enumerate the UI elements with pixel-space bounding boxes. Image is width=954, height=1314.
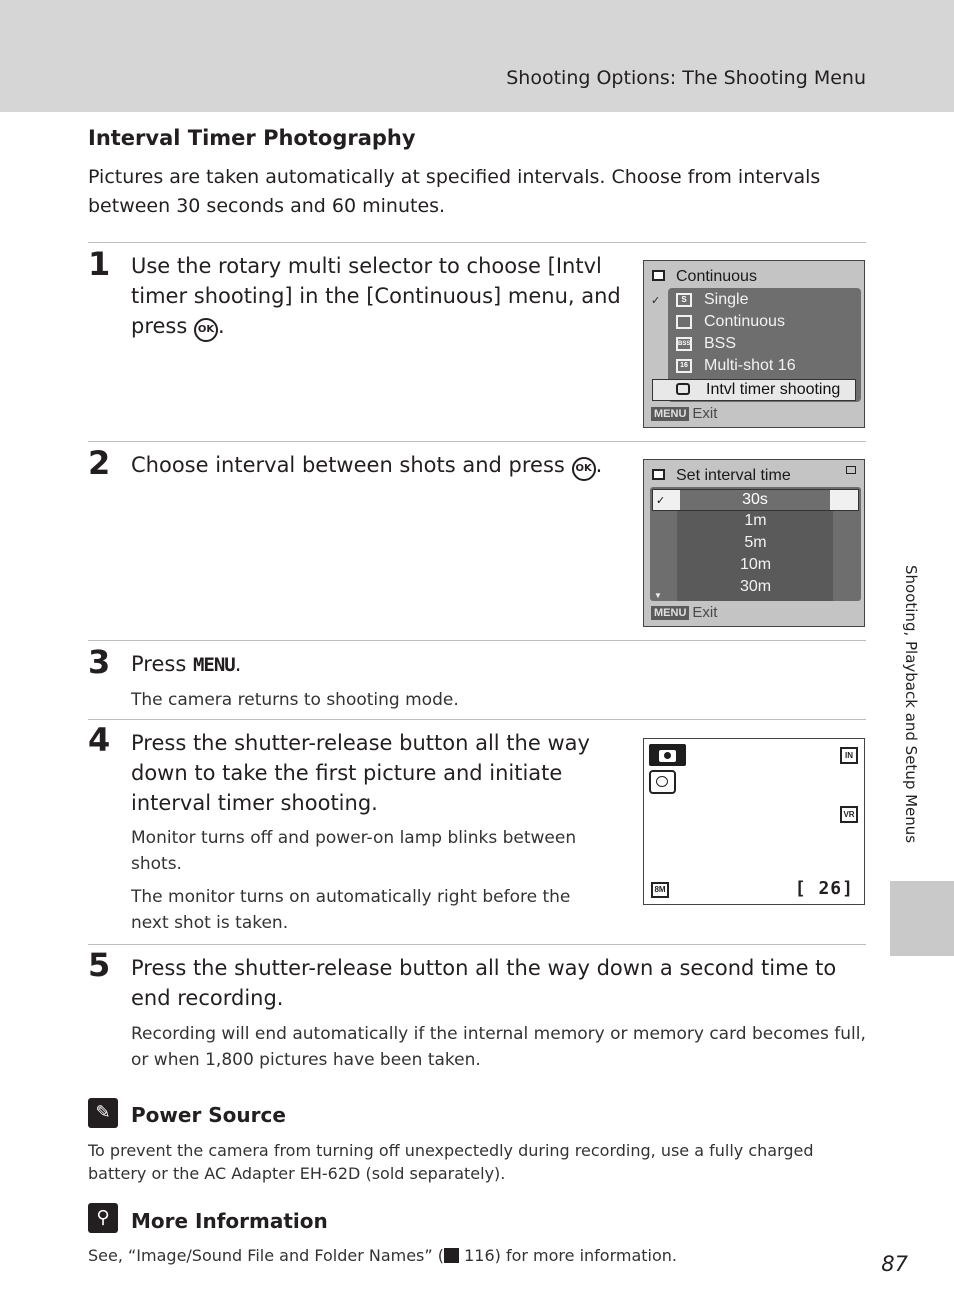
step-note: The camera returns to shooting mode. <box>131 690 459 710</box>
note-title: More Information <box>131 1209 328 1233</box>
continuous-icon <box>676 315 692 329</box>
menu-item: S Single <box>668 289 861 311</box>
menu-item: 5m <box>744 534 767 551</box>
multi-shot-icon: 16 <box>676 359 692 373</box>
menu-item: 10m <box>739 556 772 573</box>
step-text: Choose interval between shots and press OK . <box>131 450 621 481</box>
interval-timer-icon <box>649 770 676 794</box>
camera-screen-continuous-menu <box>643 260 865 428</box>
magnifier-icon: ⚲ <box>88 1203 118 1233</box>
screen-title: Continuous <box>676 268 757 285</box>
ok-button-icon: OK <box>572 457 596 481</box>
vibration-reduction-icon: VR <box>840 806 858 823</box>
divider <box>88 719 866 720</box>
menu-item: 16 Multi-shot 16 <box>668 355 861 377</box>
menu-item: BSS BSS <box>678 335 737 352</box>
ok-button-icon: OK <box>194 318 218 342</box>
pencil-icon: ✎ <box>88 1098 118 1128</box>
menu-button-icon: MENU <box>192 654 235 676</box>
internal-memory-icon: IN <box>840 747 858 764</box>
menu-item: 30m <box>739 578 772 595</box>
divider <box>88 441 866 442</box>
exit-hint: MENU Exit <box>651 405 717 422</box>
header-band <box>0 0 954 112</box>
camera-screen-interval-menu <box>643 459 865 627</box>
selected-menu-item: Intvl timer shooting <box>652 379 856 401</box>
step-note: Monitor turns off and power-on lamp blinks between shots. <box>131 828 577 874</box>
section-title: Interval Timer Photography <box>88 126 416 150</box>
step-number: 1 <box>88 245 111 283</box>
continuous-icon <box>652 469 665 480</box>
step-number: 4 <box>88 721 111 759</box>
section-intro: Pictures are taken automatically at specified intervals. Choose from intervals between 30 seconds and 60 minutes. <box>88 166 821 217</box>
shots-remaining: [ 26] <box>794 878 854 899</box>
step-text: Press MENU. <box>131 652 242 676</box>
check-icon: ✓ <box>656 495 666 507</box>
step-note: The monitor turns on automatically right before the next shot is taken. <box>131 887 571 933</box>
note-body: See, “Image/Sound File and Folder Names” ( 116) for more information. <box>88 1246 678 1265</box>
side-tab-label: Shooting, Playback and Setup Menus <box>902 565 920 844</box>
step-note: Recording will end automatically if the internal memory or memory card becomes full, or when 1,800 pictures have been taken. <box>131 1024 866 1070</box>
note-body: To prevent the camera from turning off unexpectedly during recording, use a fully charged battery or the AC Adapter EH-62D (sold separately). <box>88 1141 814 1183</box>
screen-title: Set interval time <box>676 467 791 484</box>
menu-item: 1m <box>744 512 767 529</box>
divider <box>88 242 866 243</box>
image-size-icon: 8M <box>651 882 669 898</box>
page-number: 87 <box>881 1252 908 1276</box>
battery-icon <box>846 466 856 474</box>
step-number: 5 <box>88 946 111 984</box>
step-text: Use the rotary multi selector to choose [Intvl timer shooting] in the [Continuous] menu, and press OK . <box>131 251 621 342</box>
divider <box>88 640 866 641</box>
page-reference-icon <box>444 1248 459 1263</box>
step-number: 3 <box>88 643 111 681</box>
divider <box>88 944 866 945</box>
exit-hint: MENU Exit <box>651 604 717 621</box>
bss-icon: BSS <box>676 337 692 351</box>
continuous-icon <box>652 270 665 281</box>
side-tab <box>890 881 954 956</box>
note-title: Power Source <box>131 1103 286 1127</box>
camera-shooting-screen <box>643 738 865 905</box>
header-title: Shooting Options: The Shooting Menu <box>506 67 866 89</box>
interval-timer-icon <box>676 383 690 395</box>
scroll-arrow-icon: ✓ <box>651 295 661 307</box>
step-text: Press the shutter-release button all the way down a second time to end recording. <box>131 956 837 1010</box>
scroll-down-icon: ▼ <box>654 591 662 600</box>
step-text: Press the shutter-release button all the way down to take the first picture and initiate interval timer shooting. <box>131 731 590 815</box>
shooting-mode-icon <box>649 744 686 766</box>
menu-item: Continuous <box>668 311 861 333</box>
single-icon: S <box>676 293 692 307</box>
selected-menu-item: ✓ 30s <box>652 489 859 511</box>
step-number: 2 <box>88 444 111 482</box>
